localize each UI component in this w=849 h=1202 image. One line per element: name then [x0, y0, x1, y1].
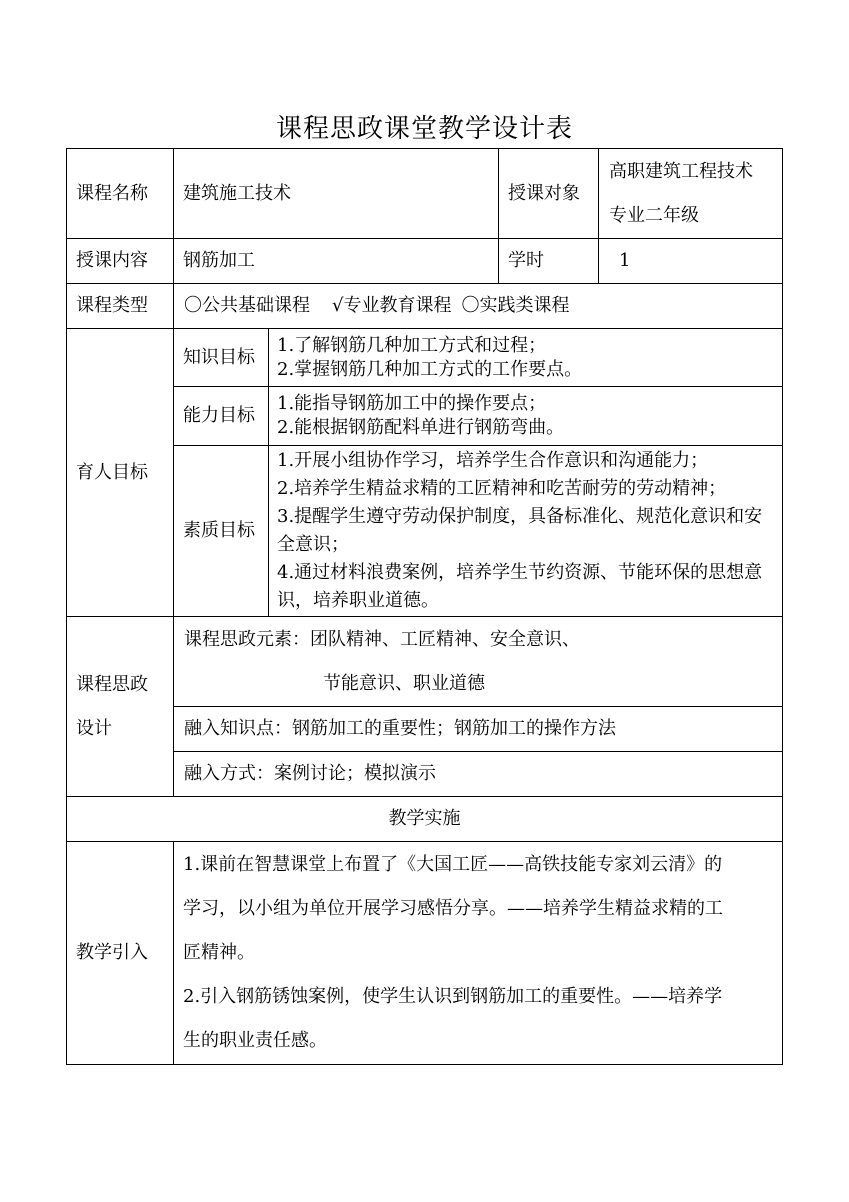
course-type-options — [173, 283, 783, 329]
ideology-label-line-1: 课程思政 — [76, 673, 148, 695]
knowledge-goal-item: 1.了解钢筋几种加工方式和过程； — [277, 334, 547, 356]
course-type-option-public: 〇公共基础课程 — [184, 295, 310, 316]
quality-goal-items — [268, 445, 783, 617]
implementation-header: 教学实施 — [66, 796, 783, 842]
page-title: 课程思政课堂教学设计表 — [275, 114, 573, 144]
ideology-elements-line-1: 课程思政元素：团队精神、工匠精神、安全意识、 — [184, 628, 580, 650]
course-type-option-practice: 〇实践类课程 — [461, 295, 570, 316]
quality-goal-item: 1.开展小组协作学习，培养学生合作意识和沟通能力； — [277, 450, 709, 471]
knowledge-goal-item: 2.掌握钢筋几种加工方式的工作要点。 — [277, 358, 583, 380]
audience-value — [598, 148, 783, 239]
hours-label: 学时 — [498, 238, 599, 284]
ability-goal-item: 1.能指导钢筋加工中的操作要点； — [277, 393, 547, 414]
course-name-label: 课程名称 — [66, 148, 174, 239]
ideology-elements-line-2: 节能意识、职业道德 — [323, 672, 485, 694]
intro-label: 教学引入 — [66, 841, 174, 1065]
quality-goal-item: 3.提醒学生遵守劳动保护制度，具备标准化、规范化意识和安全意识； — [277, 506, 763, 555]
intro-line: 1.课前在智慧课堂上布置了《大国工匠——高铁技能专家刘云清》的 — [183, 854, 723, 875]
hours-value: 1 — [598, 238, 783, 284]
quality-goal-item: 4.通过材料浪费案例，培养学生节约资源、节能环保的思想意识，培养职业道德。 — [277, 562, 763, 611]
ability-goal-label: 能力目标 — [173, 386, 269, 446]
quality-goal-item: 2.培养学生精益求精的工匠精神和吃苦耐劳的劳动精神； — [277, 478, 727, 499]
quality-goal-label: 素质目标 — [173, 445, 269, 617]
content-value: 钢筋加工 — [173, 238, 499, 284]
intro-content — [173, 841, 783, 1065]
course-type-option-professional: √专业教育课程 — [332, 295, 452, 316]
course-name-value: 建筑施工技术 — [173, 148, 499, 239]
intro-line: 2.引入钢筋锈蚀案例，使学生认识到钢筋加工的重要性。——培养学 — [183, 986, 723, 1007]
audience-line-1: 高职建筑工程技术 — [609, 160, 753, 182]
content-label: 授课内容 — [66, 238, 174, 284]
ideology-label — [66, 616, 174, 797]
ideology-label-line-2: 设计 — [76, 717, 112, 739]
goals-label: 育人目标 — [66, 328, 174, 617]
ideology-elements — [173, 616, 783, 707]
knowledge-goal-label: 知识目标 — [173, 328, 269, 387]
audience-line-2: 专业二年级 — [609, 204, 699, 226]
course-type-label: 课程类型 — [66, 283, 174, 329]
ability-goal-item: 2.能根据钢筋配料单进行钢筋弯曲。 — [277, 417, 565, 438]
intro-line: 生的职业责任感。 — [183, 1030, 327, 1051]
ability-goal-items — [268, 386, 783, 446]
intro-line: 学习，以小组为单位开展学习感悟分享。——培养学生精益求精的工 — [183, 898, 723, 919]
ideology-knowledge-points: 融入知识点：钢筋加工的重要性；钢筋加工的操作方法 — [173, 706, 783, 752]
intro-line: 匠精神。 — [183, 942, 255, 963]
ideology-methods: 融入方式：案例讨论；模拟演示 — [173, 751, 783, 797]
design-table — [66, 148, 783, 1065]
knowledge-goal-items — [268, 328, 783, 387]
audience-label: 授课对象 — [498, 148, 599, 239]
